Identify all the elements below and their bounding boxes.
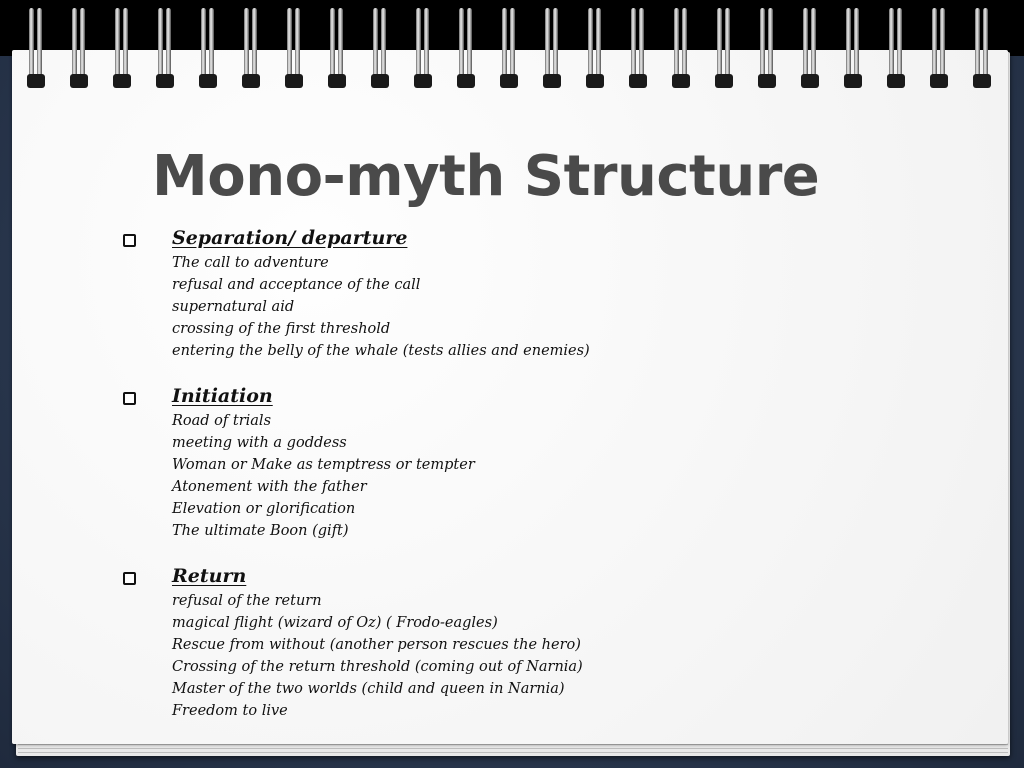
section-items (172, 252, 1000, 362)
section-return (120, 562, 1000, 722)
section-initiation (120, 382, 1000, 542)
list-item: supernatural aid (172, 299, 295, 315)
list-item: refusal of the return (172, 593, 322, 609)
section-heading: Initiation (172, 385, 273, 407)
list-item: refusal and acceptance of the call (172, 277, 421, 293)
list-item: Road of trials (172, 413, 272, 429)
list-item: Crossing of the return threshold (coming out of Narnia) (172, 659, 583, 675)
page-edge (18, 752, 1008, 753)
list-item: Master of the two worlds (child and queen in Narnia) (172, 681, 565, 697)
list-item: crossing of the first threshold (172, 321, 391, 337)
binding-strip (0, 0, 1024, 56)
slide-title: Mono-myth Structure (152, 144, 820, 209)
list-item: meeting with a goddess (172, 435, 347, 451)
list-item: Atonement with the father (172, 479, 367, 495)
section-separation (120, 224, 1000, 362)
section-heading: Separation/ departure (172, 227, 408, 249)
outline (120, 224, 1000, 722)
list-item: Elevation or glorification (172, 501, 356, 517)
checkbox-bullet-icon (123, 392, 136, 405)
list-item: magical flight (wizard of Oz) ( Frodo-eagles) (172, 615, 498, 631)
section-items (172, 590, 1000, 722)
section-heading: Return (172, 565, 247, 587)
list-item: Rescue from without (another person rescues the hero) (172, 637, 581, 653)
checkbox-bullet-icon (123, 572, 136, 585)
list-item: Freedom to live (172, 703, 288, 719)
list-item: entering the belly of the whale (tests allies and enemies) (172, 343, 590, 359)
page-edge (18, 748, 1008, 749)
section-items (172, 410, 1000, 542)
page-edge (18, 744, 1008, 745)
list-item: The call to adventure (172, 255, 329, 271)
checkbox-bullet-icon (123, 234, 136, 247)
list-item: Woman or Make as temptress or tempter (172, 457, 475, 473)
list-item: The ultimate Boon (gift) (172, 523, 349, 539)
